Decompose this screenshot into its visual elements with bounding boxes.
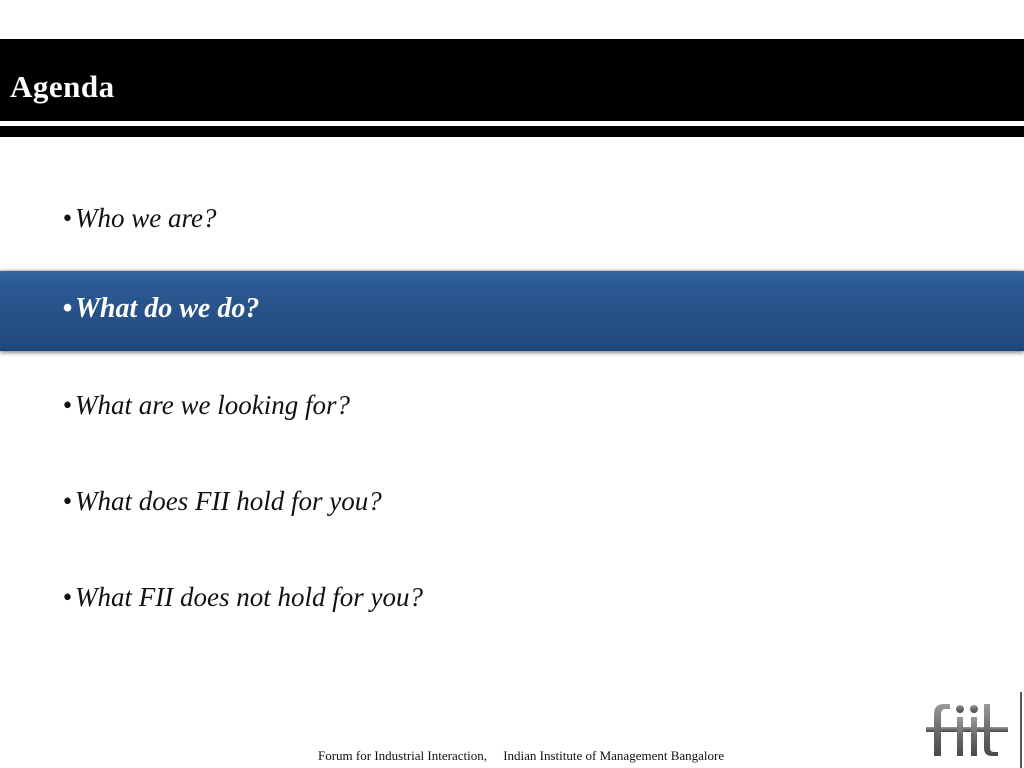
- bullet-icon: •: [62, 293, 73, 324]
- agenda-item-text: What does FII hold for you?: [75, 486, 382, 516]
- bullet-icon: •: [62, 390, 73, 420]
- fiit-logo-icon: [926, 700, 1008, 758]
- agenda-item-who-we-are: [60, 203, 216, 234]
- title-underline-rule: [0, 126, 1024, 137]
- bullet-icon: •: [62, 203, 73, 233]
- agenda-item-what-do-we-do: [60, 293, 259, 325]
- agenda-item-text: What do we do?: [75, 293, 260, 324]
- slide-title: Agenda: [10, 69, 115, 104]
- agenda-item-what-does-fii-hold: [60, 486, 382, 517]
- agenda-item-text: What FII does not hold for you?: [75, 582, 423, 612]
- footer-text: Forum for Industrial Interaction, Indian Institute of Management Bangalore: [318, 748, 725, 763]
- bullet-icon: •: [62, 582, 73, 612]
- title-bar: [0, 39, 1024, 121]
- agenda-item-what-are-we-looking-for: [60, 390, 350, 421]
- logo-divider: [1020, 692, 1022, 768]
- agenda-item-text: Who we are?: [75, 203, 217, 233]
- bullet-icon: •: [62, 486, 73, 516]
- agenda-item-text: What are we looking for?: [75, 390, 350, 420]
- agenda-item-what-fii-does-not-hold: [60, 582, 423, 613]
- agenda-highlight-band: [0, 271, 1024, 351]
